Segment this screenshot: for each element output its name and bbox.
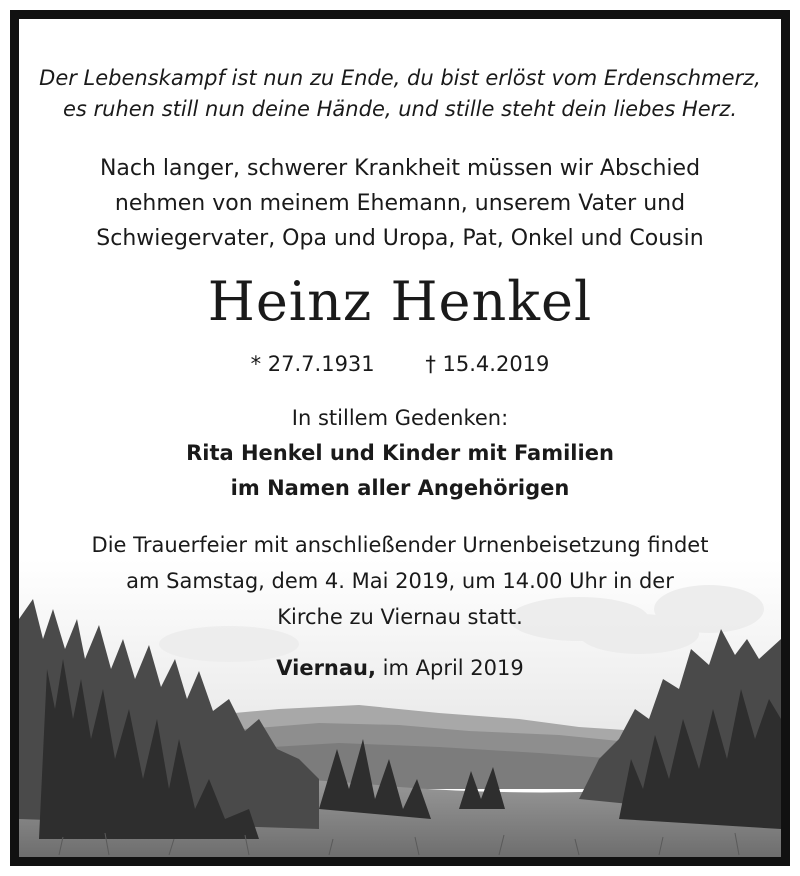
announcement-line: Nach langer, schwerer Krankheit müssen wir Abschied <box>99 156 701 181</box>
announcement-line: nehmen von meinem Ehemann, unserem Vater und <box>114 191 686 216</box>
life-dates <box>19 349 781 379</box>
obituary-frame <box>10 10 790 866</box>
birth-date: * 27.7.1931 <box>250 352 375 376</box>
mourner-line: Rita Henkel und Kinder mit Familien <box>186 441 614 465</box>
verse-line: Der Lebenskampf ist nun zu Ende, du bist erlöst vom Erdenschmerz, <box>39 66 761 90</box>
month-year: im April 2019 <box>375 656 524 680</box>
mourner-line: im Namen aller Angehörigen <box>230 476 570 500</box>
funeral-line: Die Trauerfeier mit anschließender Urnenbeisetzung findet <box>91 533 709 557</box>
death-date: † 15.4.2019 <box>425 352 550 376</box>
town-name: Viernau, <box>276 656 376 680</box>
verse-line: es ruhen still nun deine Hände, und stille steht dein liebes Herz. <box>63 97 737 121</box>
deceased-name: Heinz Henkel <box>207 270 593 333</box>
memorial-verse <box>19 63 781 125</box>
place-date-line <box>19 653 781 683</box>
announcement-text <box>19 151 781 256</box>
funeral-line: Kirche zu Viernau statt. <box>277 605 523 629</box>
memorial-heading: In stillem Gedenken: <box>291 406 509 430</box>
funeral-line: am Samstag, dem 4. Mai 2019, um 14.00 Uhr in der <box>126 569 674 593</box>
mourners-block <box>19 401 781 506</box>
announcement-line: Schwiegervater, Opa und Uropa, Pat, Onkel und Cousin <box>96 226 704 251</box>
funeral-details <box>19 527 781 635</box>
